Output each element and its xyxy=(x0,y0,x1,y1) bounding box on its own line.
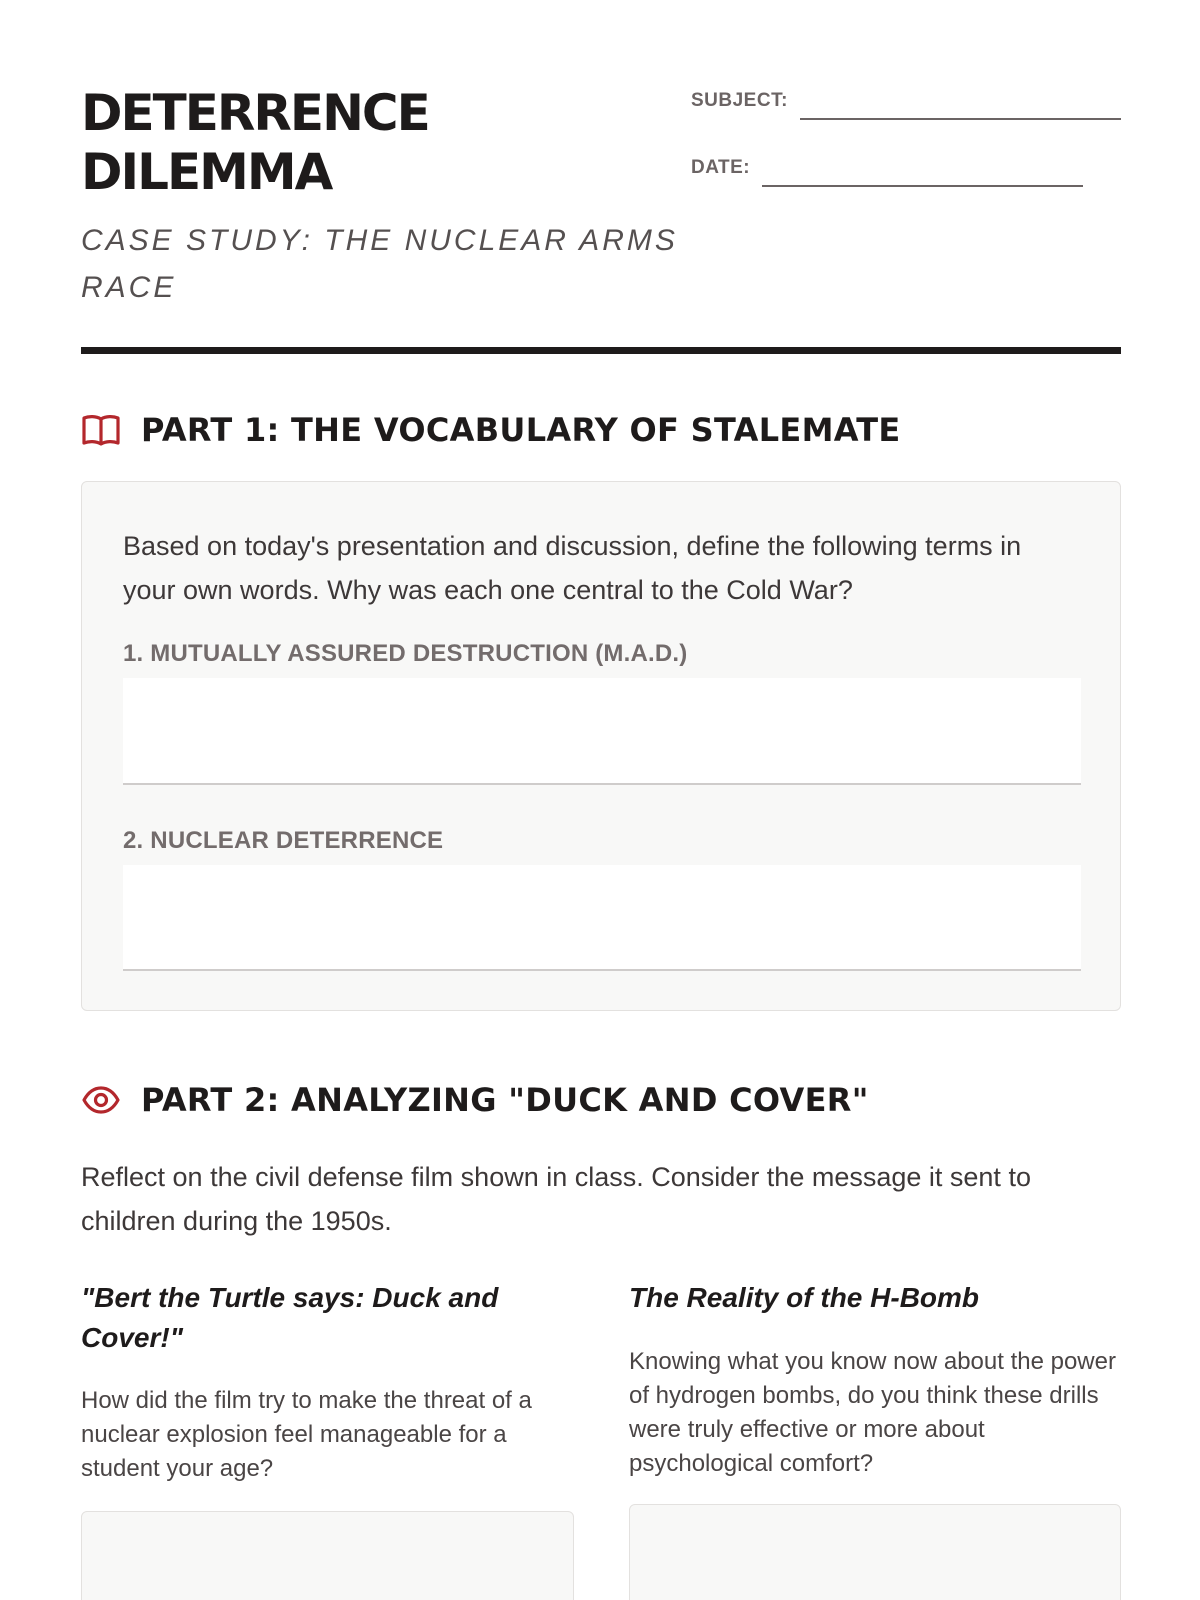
subject-label: SUBJECT: xyxy=(691,90,788,111)
question-1-title: "Bert the Turtle says: Duck and Cover!" xyxy=(81,1282,499,1353)
part1-instructions: Based on today's presentation and discussion, define the following terms in your own words. Why was each one central to the Cold War? xyxy=(123,531,1022,605)
part1-heading-text: PART 1: THE VOCABULARY OF STALEMATE xyxy=(141,411,901,449)
question-1-prompt: How did the film try to make the threat of a nuclear explosion feel manageable for a student your age? xyxy=(81,1387,532,1482)
title-line-2: DILEMMA xyxy=(81,143,332,201)
header-divider xyxy=(81,347,1121,354)
question-2-title: The Reality of the H-Bomb xyxy=(629,1282,980,1313)
term-label-deterrence: 2. NUCLEAR DETERRENCE xyxy=(123,827,444,854)
book-open-icon xyxy=(81,410,121,450)
question-2-prompt: Knowing what you know now about the power of hydrogen bombs, do you think these drills were truly effective or more about psychological comfort? xyxy=(629,1348,1116,1477)
subject-field[interactable] xyxy=(800,118,1121,120)
vocabulary-panel xyxy=(81,481,1121,1011)
term-label-mad: 1. MUTUALLY ASSURED DESTRUCTION (M.A.D.) xyxy=(123,640,688,667)
part2-heading-text: PART 2: ANALYZING "DUCK AND COVER" xyxy=(141,1081,869,1119)
worksheet-subtitle: CASE STUDY: THE NUCLEAR ARMS RACE xyxy=(81,224,678,304)
date-label: DATE: xyxy=(691,157,751,178)
title-line-1: DETERRENCE xyxy=(81,84,429,142)
date-field[interactable] xyxy=(762,185,1083,187)
term-answer-mad[interactable] xyxy=(123,678,1081,785)
worksheet-title xyxy=(81,84,641,202)
worksheet-header xyxy=(81,0,1121,357)
part2-intro: Reflect on the civil defense film shown in class. Consider the message it sent to children during the 1950s. xyxy=(81,1162,1031,1236)
part1-heading xyxy=(81,408,1121,452)
part2-heading xyxy=(81,1078,1121,1122)
eye-icon xyxy=(81,1080,121,1120)
question-1-answer-box[interactable] xyxy=(81,1511,574,1600)
question-2-answer-box[interactable] xyxy=(629,1504,1121,1600)
term-answer-deterrence[interactable] xyxy=(123,865,1081,971)
